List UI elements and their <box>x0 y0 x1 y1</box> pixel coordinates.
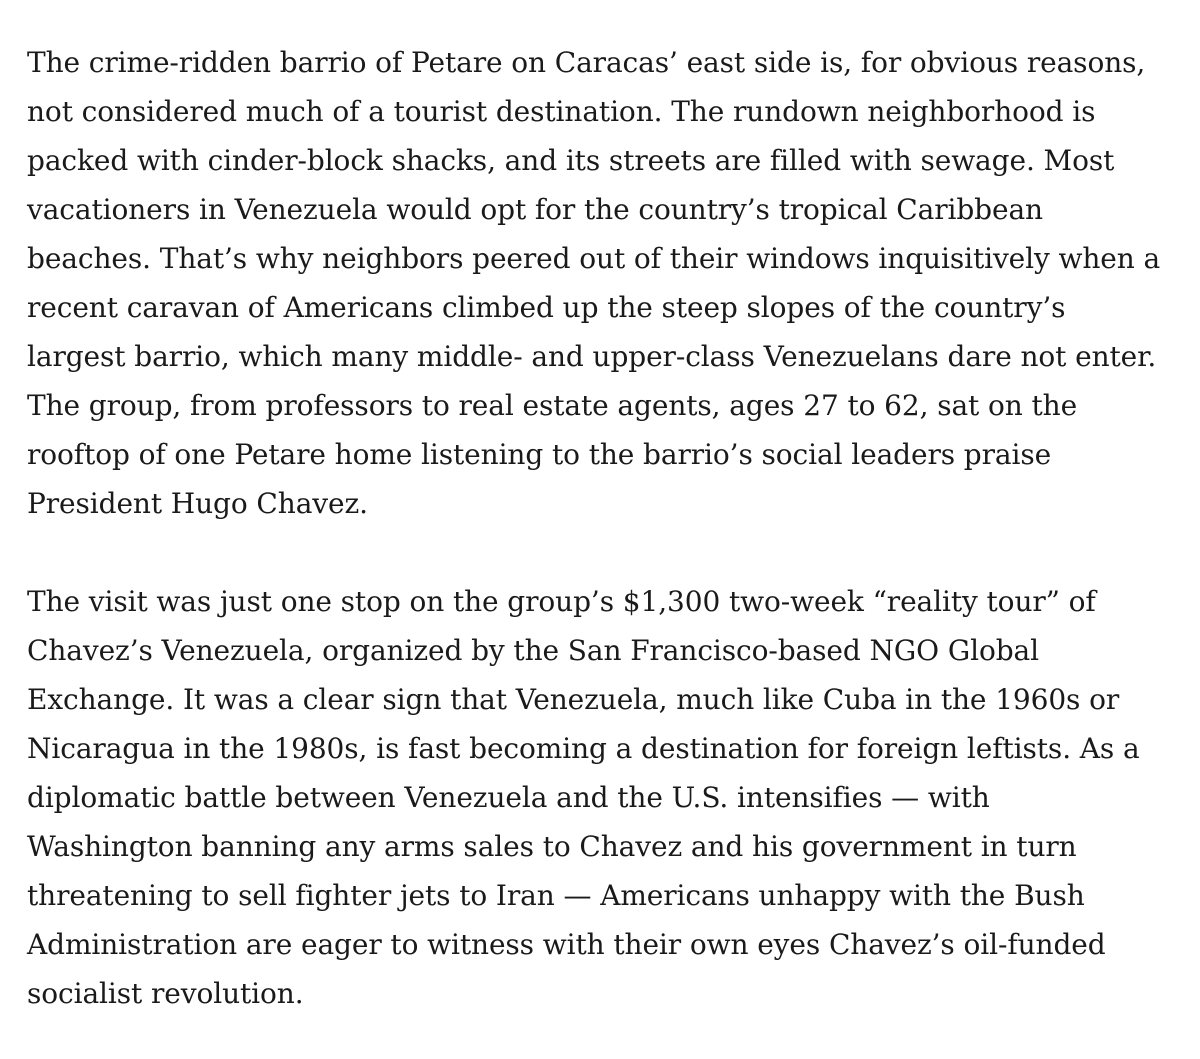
text-line: Washington banning any arms sales to Chavez and his government in turn <box>27 830 1077 863</box>
text-line: The group, from professors to real estate agents, ages 27 to 62, sat on the <box>27 389 1078 422</box>
article-body <box>27 38 1177 1018</box>
text-line: President Hugo Chavez. <box>27 487 368 520</box>
text-line: rooftop of one Petare home listening to the barrio’s social leaders praise <box>27 438 1052 471</box>
text-line: Chavez’s Venezuela, organized by the San Francisco-based NGO Global <box>27 634 1039 667</box>
text-line: Nicaragua in the 1980s, is fast becoming a destination for foreign leftists. As a <box>27 732 1140 765</box>
text-line: not considered much of a tourist destination. The rundown neighborhood is <box>27 95 1096 128</box>
text-line: Administration are eager to witness with their own eyes Chavez’s oil-funded <box>27 928 1106 961</box>
text-line: threatening to sell fighter jets to Iran — Americans unhappy with the Bush <box>27 879 1085 912</box>
article-paragraph-2 <box>27 577 1177 1018</box>
text-line: socialist revolution. <box>27 977 304 1010</box>
article-paragraph-1 <box>27 38 1177 528</box>
text-line: The visit was just one stop on the group’s $1,300 two-week “reality tour” of <box>27 585 1096 618</box>
text-line: beaches. That’s why neighbors peered out of their windows inquisitively when a <box>27 242 1161 275</box>
text-line: packed with cinder-block shacks, and its streets are filled with sewage. Most <box>27 144 1115 177</box>
text-line: Exchange. It was a clear sign that Venezuela, much like Cuba in the 1960s or <box>27 683 1120 716</box>
text-line: recent caravan of Americans climbed up the steep slopes of the country’s <box>27 291 1066 324</box>
text-line: diplomatic battle between Venezuela and the U.S. intensifies — with <box>27 781 990 814</box>
text-line: vacationers in Venezuela would opt for the country’s tropical Caribbean <box>27 193 1043 226</box>
text-line: largest barrio, which many middle- and upper-class Venezuelans dare not enter. <box>27 340 1157 373</box>
text-line: The crime-ridden barrio of Petare on Caracas’ east side is, for obvious reasons, <box>27 46 1146 79</box>
